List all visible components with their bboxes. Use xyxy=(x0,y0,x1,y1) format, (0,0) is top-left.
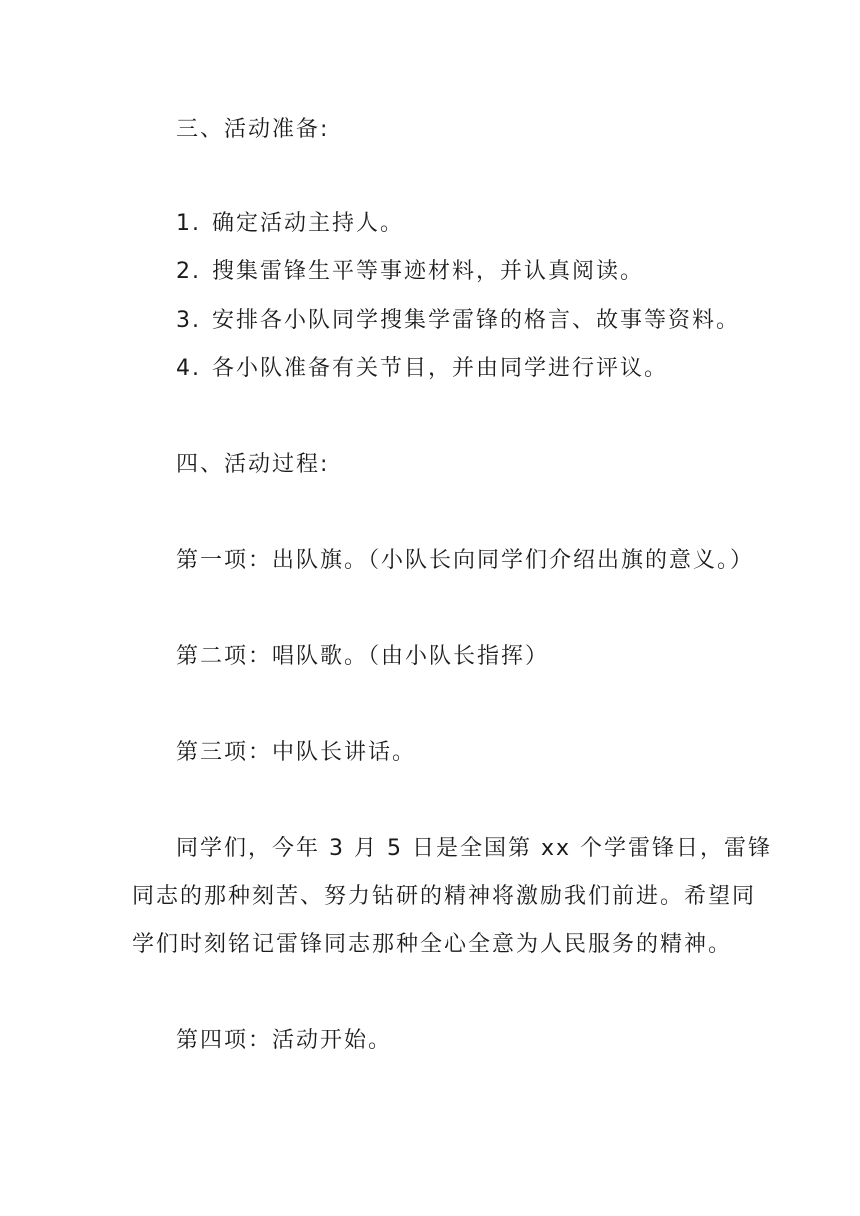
list-text: 各小队准备有关节目，并由同学进行评议。 xyxy=(212,356,669,381)
list-number: 1. xyxy=(176,211,201,236)
list-number: 2. xyxy=(176,259,201,284)
step-three: 第三项：中队长讲话。 xyxy=(176,740,417,765)
speech-paragraph-line: 同志的那种刻苦、努力钻研的精神将激励我们前进。希望同 xyxy=(132,884,757,909)
speech-paragraph-line: 学们时刻铭记雷锋同志那种全心全意为人民服务的精神。 xyxy=(132,932,733,957)
speech-paragraph-line: 同学们，今年 3 月 5 日是全国第 xx 个学雷锋日，雷锋 xyxy=(176,836,772,861)
list-text: 搜集雷锋生平等事迹材料，并认真阅读。 xyxy=(212,259,645,284)
list-item xyxy=(176,354,668,384)
list-text: 安排各小队同学搜集学雷锋的格言、故事等资料。 xyxy=(212,308,741,333)
step-two: 第二项：唱队歌。（由小队长指挥） xyxy=(176,644,550,669)
step-four: 第四项：活动开始。 xyxy=(176,1028,393,1053)
list-number: 3. xyxy=(176,308,201,333)
list-item xyxy=(176,257,644,287)
step-one: 第一项：出队旗。（小队长向同学们介绍出旗的意义。） xyxy=(176,548,755,573)
section-heading-preparation: 三、活动准备: xyxy=(176,117,330,142)
list-text: 确定活动主持人。 xyxy=(212,211,405,236)
list-number: 4. xyxy=(176,356,201,381)
list-item xyxy=(176,209,404,239)
section-heading-process: 四、活动过程: xyxy=(176,452,330,477)
list-item xyxy=(176,306,740,336)
